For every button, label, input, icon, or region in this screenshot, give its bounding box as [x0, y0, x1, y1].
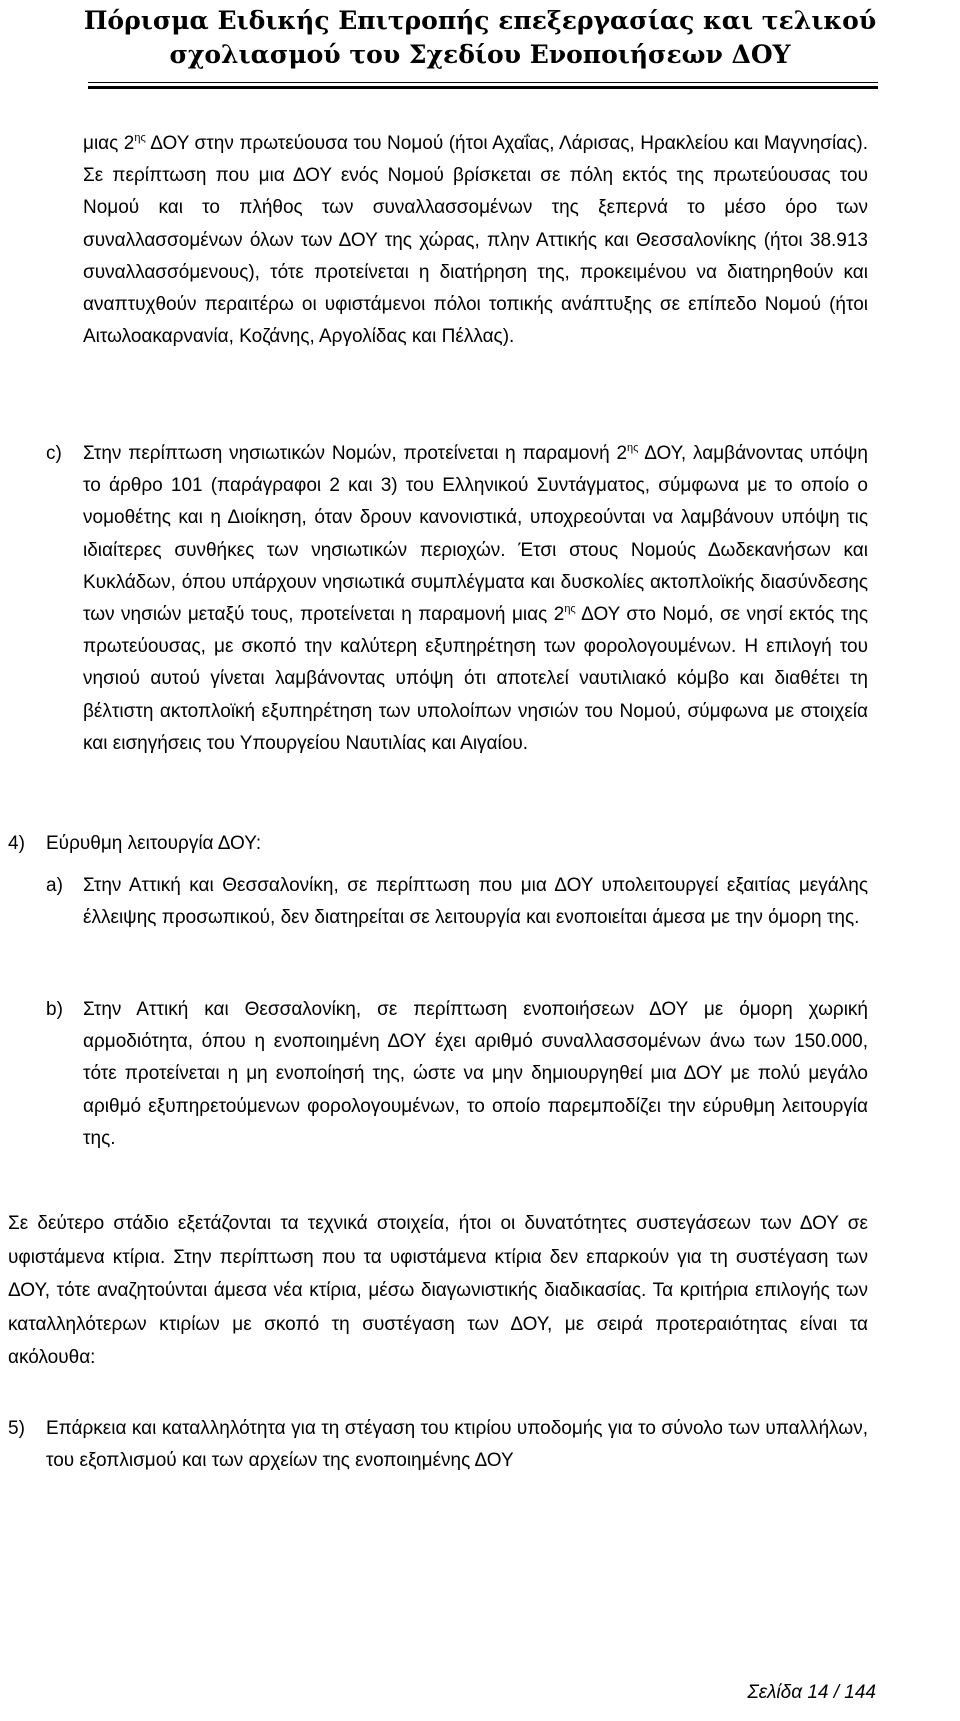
text-span: Στην περίπτωση νησιωτικών Νομών, προτείνεται η παραμονή 2: [83, 443, 628, 464]
header-line-2: σχολιασμού του Σχεδίου Ενοποιήσεων ΔΟΥ: [169, 40, 791, 69]
item-c-text: [83, 438, 868, 760]
item-4-title: Εύρυθμη λειτουργία ΔΟΥ:: [46, 833, 262, 854]
item-4a-text: Στην Αττική και Θεσσαλονίκη, σε περίπτωση που μια ΔΟΥ υπολειτουργεί εξαιτίας μεγάλης έλλειψης προσωπικού, δεν διατηρείται σε λειτουργία και ενοποιείται άμεσα με την όμορη της.: [83, 875, 868, 929]
text-span: ΔΟΥ στην πρωτεύουσα του Νομού (ήτοι Αχαΐας, Λάρισας, Ηρακλείου και Μαγνησίας). Σε περίπτωση που μια ΔΟΥ ενός Νομού βρίσκεται σε πόλη εκτός της πρωτεύουσας του Νομού και το πλήθος των συναλλασσομένων της ξεπερνά το μέσο όρο των συναλλασσομένων όλων των ΔΟΥ της χώρας, πλην Αττικής και Θεσσαλονίκης (ήτοι 38.913 συναλλασσόμενους), τότε προτείνεται η διατήρηση της, προκειμένου να διατηρηθούν και αναπτυχθούν περαιτέρω οι υφιστάμενοι πόλοι τοπικής ανάπτυξης σε επίπεδο Νομού (ήτοι Αιτωλοακαρνανία, Κοζάνης, Αργολίδας και Πέλλας).: [83, 133, 868, 348]
superscript: ης: [134, 132, 146, 144]
superscript: ης: [564, 603, 576, 616]
document-header: [0, 4, 960, 72]
text-span: ΔΟΥ στο Νομό, σε νησί εκτός της πρωτεύουσας, με σκοπό την καλύτερη εξυπηρέτηση των φορολογουμένων. Η επιλογή του νησιού αυτού γίνεται λαμβάνοντας υπόψη ότι αποτελεί ναυτιλιακό κόμβο και διαθέτει τη βέλτιστη ακτοπλοϊκή εξυπηρέτηση των υπολοίπων νησιών του Νομού, σύμφωνα με στοιχεία και εισηγήσεις του Υπουργείου Ναυτιλίας και Αιγαίου.: [83, 604, 869, 754]
header-rule-thin: [88, 82, 878, 83]
item-4b-label: b): [46, 999, 63, 1020]
header-line-1: Πόρισμα Ειδικής Επιτροπής επεξεργασίας και τελικού: [83, 6, 877, 35]
header-rule-thick: [88, 86, 878, 89]
text-span: ΔΟΥ, λαμβάνοντας υπόψη το άρθρο 101 (παράγραφοι 2 και 3) του Ελληνικού Συντάγματος, σύμφωνα με το οποίο ο νομοθέτης και η Διοίκηση, όταν δρουν κανονιστικά, υποχρεούνται να λαμβάνουν υπόψη τις ιδιαίτερες συνθήκες των νησιωτικών περιοχών. Έτσι στους Νομούς Δωδεκανήσων και Κυκλάδων, όπου υπάρχουν νησιωτικά συμπλέγματα και δυσκολίες ακτοπλοϊκής διασύνδεσης των νησιών μεταξύ τους, προτείνεται η παραμονή μιας 2: [83, 443, 868, 626]
item-4-label: 4): [8, 833, 25, 854]
text-span: μιας 2: [83, 133, 135, 154]
item-4a-label: a): [46, 875, 63, 896]
item-4b-text: Στην Αττική και Θεσσαλονίκη, σε περίπτωση ενοποιήσεων ΔΟΥ με όμορη χωρική αρμοδιότητα, όπου η ενοποιημένη ΔΟΥ έχει αριθμό συναλλασσομένων άνω των 150.000, τότε προτείνεται η μη ενοποίησή της, ώστε να μην δημιουργηθεί μια ΔΟΥ με πολύ μεγάλο αριθμό εξυπηρετούμενων φορολογουμένων, το οποίο παρεμποδίζει την εύρυθμη λειτουργία της.: [83, 999, 868, 1149]
superscript: ης: [627, 442, 639, 454]
page-number: Σελίδα 14 / 144: [747, 1682, 876, 1703]
item-5-label: 5): [8, 1418, 25, 1439]
item-5-text: Επάρκεια και καταλληλότητα για τη στέγαση του κτιρίου υποδομής για το σύνολο των υπαλλήλων, του εξοπλισμού και των αρχείων της ενοποιημένης ΔΟΥ: [46, 1418, 868, 1472]
item-c-label: c): [46, 443, 62, 464]
body-paragraph: Σε δεύτερο στάδιο εξετάζονται τα τεχνικά στοιχεία, ήτοι οι δυνατότητες συστεγάσεων των ΔΟΥ σε υφιστάμενα κτίρια. Στην περίπτωση που τα υφιστάμενα κτίρια δεν επαρκούν για τη συστέγαση των ΔΟΥ, τότε αναζητούνται άμεσα νέα κτίρια, μέσω διαγωνιστικής διαδικασίας. Τα κριτήρια επιλογής των καταλληλότερων κτιρίων με σκοπό τη συστέγαση των ΔΟΥ, με σειρά προτεραιότητας είναι τα ακόλουθα:: [8, 1213, 868, 1369]
item-b-continuation: [83, 128, 868, 353]
